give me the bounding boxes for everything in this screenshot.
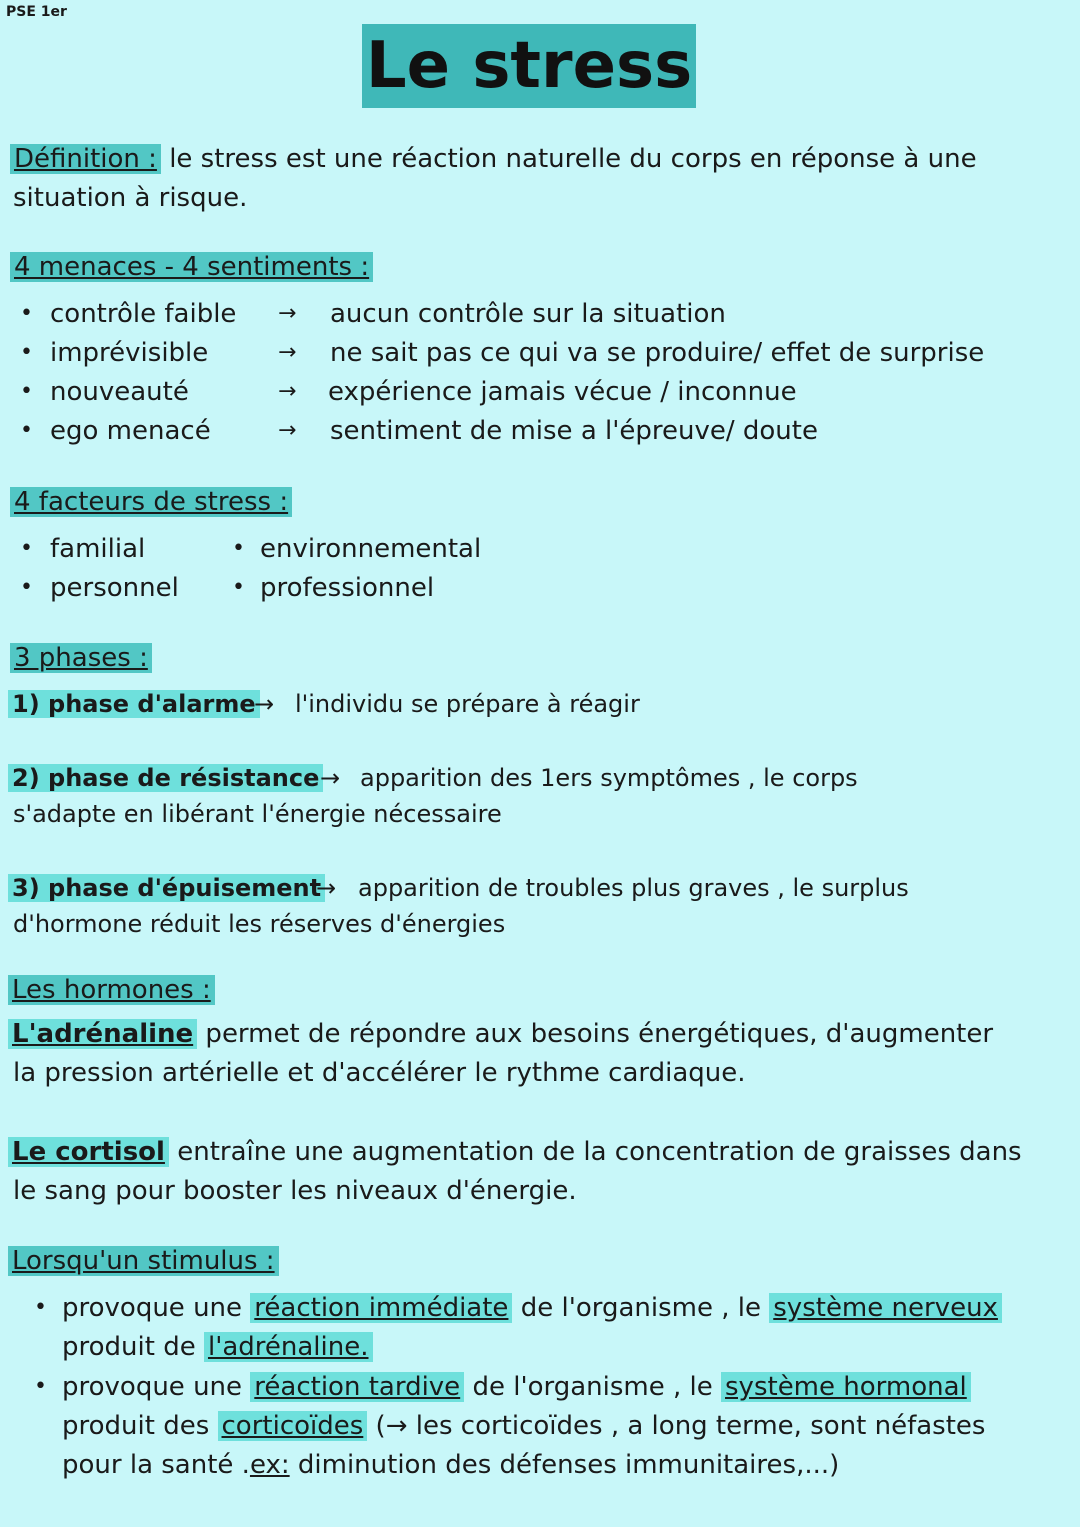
menace-item: contrôle faible xyxy=(50,299,237,329)
facteur-item: environnemental xyxy=(260,534,482,564)
sentiment-item: ne sait pas ce qui va se produire/ effet de surprise xyxy=(330,338,985,368)
stimulus-list: • provoque une réaction immédiate de l'organisme , le système nerveux produit de l'adrénaline. • provoque une réaction tardive de l'organisme , le système hormonal produit des corticoïdes (→ les corticoïdes , a long terme, sont néfastes pour la santé .ex: diminution des défenses immunitaires,...) xyxy=(0,1289,1080,1489)
adrenaline-term: L'adrénaline xyxy=(8,1019,197,1049)
stimulus-item-2: provoque une réaction tardive de l'organisme , le système hormonal xyxy=(62,1368,971,1406)
phase-2-desc: apparition des 1ers symptômes , le corps xyxy=(360,764,858,792)
adrenaline-text-2: la pression artérielle et d'accélérer le rythme cardiaque. xyxy=(13,1058,746,1088)
definition-text-1: le stress est une réaction naturelle du corps en réponse à une xyxy=(160,144,977,174)
phase-3-desc-2: d'hormone réduit les réserves d'énergies xyxy=(13,910,506,938)
menaces-list: • contrôle faible → aucun contrôle sur la situation • imprévisible → ne sait pas ce qui va se produire/ effet de surprise • nouveauté → expérience jamais vécue / inconnue • ego menacé → sentiment de mise a l'épreuve/ doute xyxy=(0,295,1080,455)
cortisol-text-2: le sang pour booster les niveaux d'énergie. xyxy=(13,1176,577,1206)
phase-2-desc-2: s'adapte en libérant l'énergie nécessaire xyxy=(13,800,502,828)
facteur-item: personnel xyxy=(50,573,179,603)
stimulus-item-1: provoque une réaction immédiate de l'organisme , le système nerveux xyxy=(62,1289,1002,1327)
phases-heading: 3 phases : xyxy=(10,641,152,675)
menace-item: ego menacé xyxy=(50,416,211,446)
cortisol-text: Le cortisol entraîne une augmentation de la concentration de graisses dans xyxy=(8,1133,1073,1171)
menace-item: nouveauté xyxy=(50,377,189,407)
definition-text-2: situation à risque. xyxy=(13,183,248,213)
facteur-item: familial xyxy=(50,534,146,564)
definition-label: Définition : xyxy=(10,144,161,174)
sentiment-item: aucun contrôle sur la situation xyxy=(330,299,726,329)
phase-3-desc: apparition de troubles plus graves , le surplus xyxy=(358,874,909,902)
sentiment-item: sentiment de mise a l'épreuve/ doute xyxy=(330,416,818,446)
menace-item: imprévisible xyxy=(50,338,209,368)
phase-1-desc: l'individu se prépare à réagir xyxy=(295,690,640,718)
menaces-heading: 4 menaces - 4 sentiments : xyxy=(10,250,373,284)
adrenaline-text: L'adrénaline permet de répondre aux besoins énergétiques, d'augmenter xyxy=(8,1015,1073,1053)
facteurs-heading: 4 facteurs de stress : xyxy=(10,485,292,519)
stimulus-heading: Lorsqu'un stimulus : xyxy=(8,1244,279,1278)
phase-3-name: 3) phase d'épuisement xyxy=(8,870,325,906)
phase-2-name: 2) phase de résistance xyxy=(8,760,323,796)
cortisol-term: Le cortisol xyxy=(8,1137,169,1167)
hormones-heading: Les hormones : xyxy=(8,973,215,1007)
facteurs-list: • familial • environnemental • personnel • professionnel xyxy=(0,530,1080,610)
facteur-item: professionnel xyxy=(260,573,435,603)
phase-1-name: 1) phase d'alarme xyxy=(8,686,260,722)
definition xyxy=(10,140,1070,178)
page-title: Le stress xyxy=(362,24,696,108)
sentiment-item: expérience jamais vécue / inconnue xyxy=(328,377,797,407)
class-label: PSE 1er xyxy=(6,4,67,20)
